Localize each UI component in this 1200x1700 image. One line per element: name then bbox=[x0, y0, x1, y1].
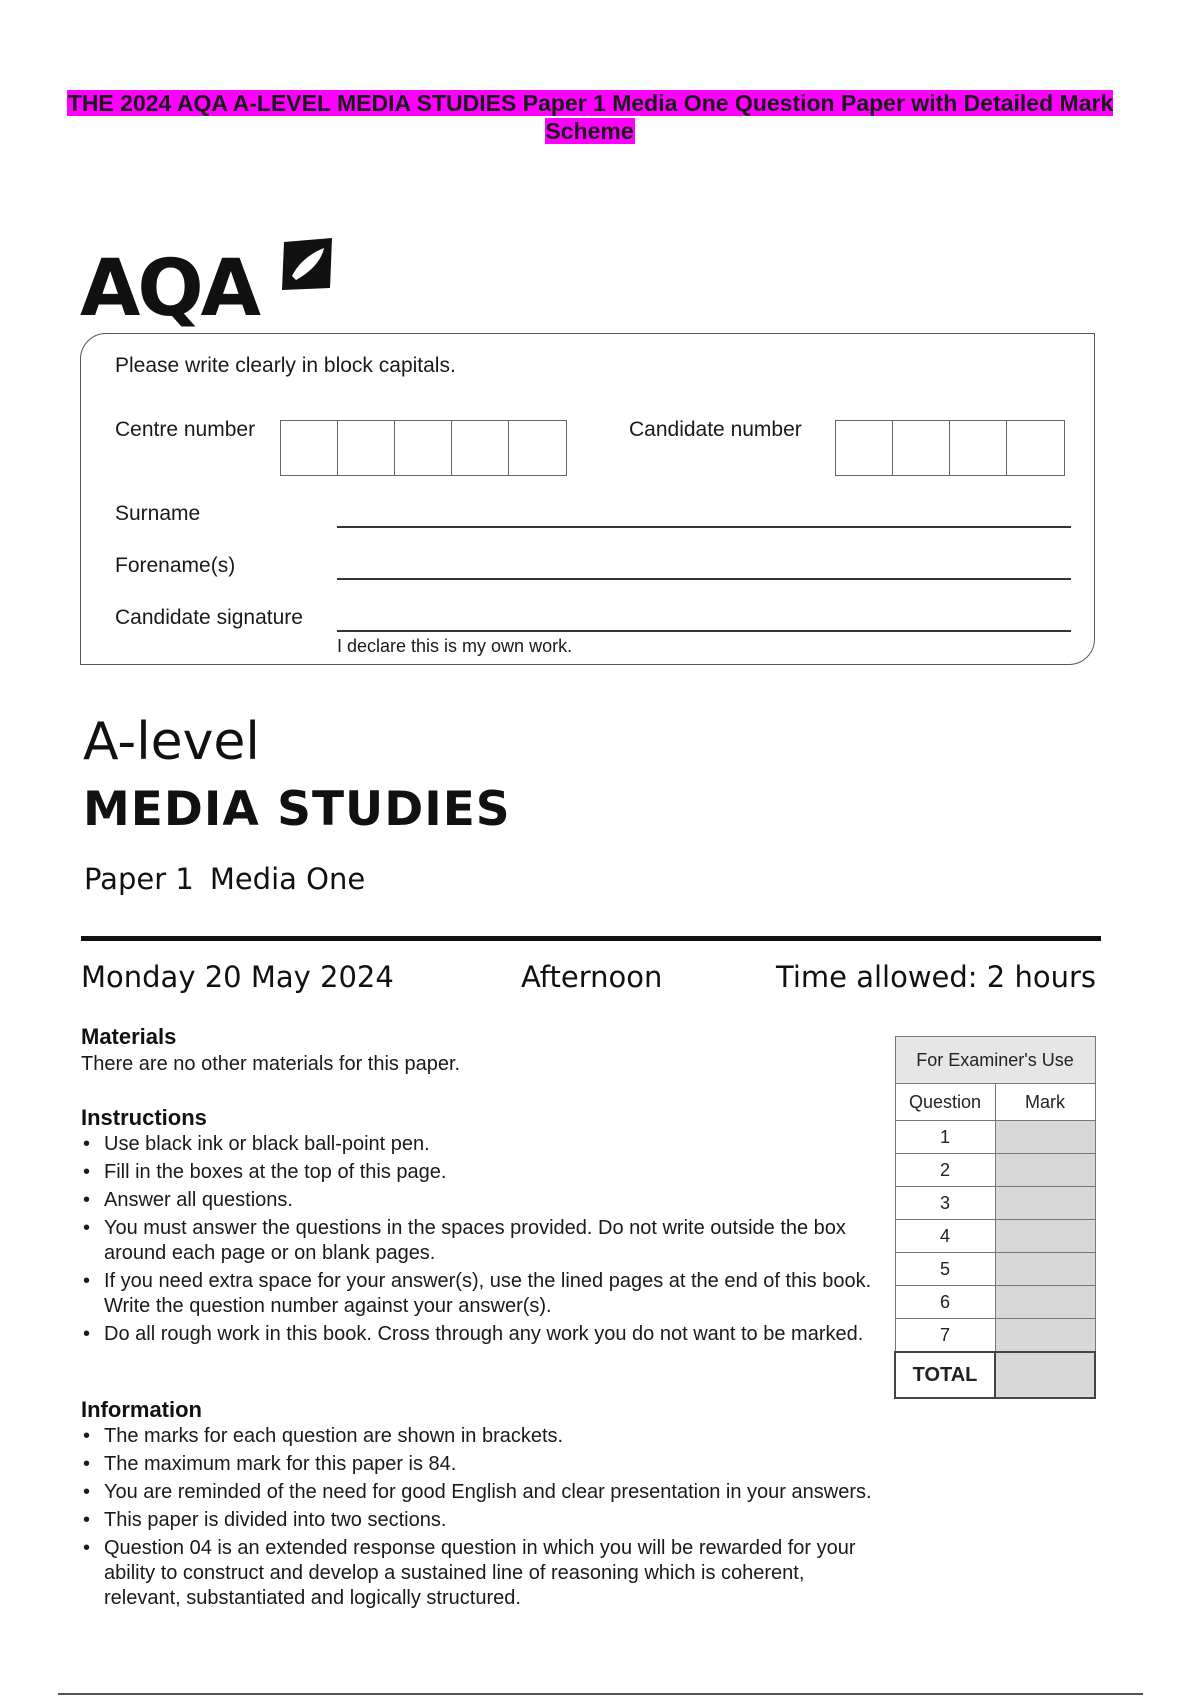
candidate-number-boxes[interactable] bbox=[835, 420, 1065, 476]
question-number: 4 bbox=[895, 1220, 995, 1253]
centre-digit-box[interactable] bbox=[509, 421, 566, 475]
list-item: • Fill in the boxes at the top of this page. bbox=[81, 1160, 881, 1185]
examiner-table-title: For Examiner's Use bbox=[895, 1037, 1095, 1084]
aqa-logo-text: AQA bbox=[80, 244, 259, 334]
candidate-digit-box[interactable] bbox=[950, 421, 1007, 475]
forename-field[interactable] bbox=[337, 578, 1071, 580]
mark-cell bbox=[995, 1253, 1095, 1286]
surname-field[interactable] bbox=[337, 526, 1071, 528]
signature-label: Candidate signature bbox=[115, 606, 303, 629]
centre-number-label: Centre number bbox=[115, 418, 256, 441]
mark-cell bbox=[995, 1319, 1095, 1353]
forename-label: Forename(s) bbox=[115, 554, 236, 577]
centre-digit-box[interactable] bbox=[452, 421, 509, 475]
examiner-use-table bbox=[894, 1036, 1096, 1399]
block-capitals-instruction: Please write clearly in block capitals. bbox=[115, 354, 456, 377]
list-item: • This paper is divided into two sections. bbox=[81, 1508, 881, 1533]
qualification-level: A-level bbox=[83, 712, 260, 772]
exam-session: Afternoon bbox=[521, 960, 663, 994]
list-item: • You must answer the questions in the spaces provided. Do not write outside the box around each page or on blank pages. bbox=[81, 1216, 881, 1266]
page-bottom-rule bbox=[58, 1693, 1143, 1695]
list-item: • The marks for each question are shown in brackets. bbox=[81, 1424, 881, 1449]
total-mark-cell bbox=[995, 1352, 1095, 1398]
mark-cell bbox=[995, 1121, 1095, 1154]
mark-column-header: Mark bbox=[995, 1084, 1095, 1121]
question-number: 6 bbox=[895, 1286, 995, 1319]
centre-digit-box[interactable] bbox=[395, 421, 452, 475]
list-item: • Question 04 is an extended response question in which you will be rewarded for your ability to construct and develop a sustained line of reasoning which is coherent, relevant, substantiated and logically structured. bbox=[81, 1536, 881, 1611]
list-item: • Use black ink or black ball-point pen. bbox=[81, 1132, 881, 1157]
mark-cell bbox=[995, 1154, 1095, 1187]
aqa-logo bbox=[80, 232, 350, 332]
heading-divider bbox=[81, 936, 1101, 941]
centre-digit-box[interactable] bbox=[281, 421, 338, 475]
instructions-list bbox=[81, 1132, 881, 1350]
list-item: • You are reminded of the need for good English and clear presentation in your answers. bbox=[81, 1480, 881, 1505]
list-item: • Do all rough work in this book. Cross through any work you do not want to be marked. bbox=[81, 1322, 881, 1347]
question-number: 3 bbox=[895, 1187, 995, 1220]
question-number: 5 bbox=[895, 1253, 995, 1286]
aqa-logo-mark-icon bbox=[278, 236, 336, 294]
question-number: 1 bbox=[895, 1121, 995, 1154]
list-item: • The maximum mark for this paper is 84. bbox=[81, 1452, 881, 1477]
paper-name: Media One bbox=[209, 862, 366, 896]
question-number: 7 bbox=[895, 1319, 995, 1353]
question-column-header: Question bbox=[895, 1084, 995, 1121]
paper-title bbox=[84, 862, 365, 896]
materials-heading: Materials bbox=[81, 1024, 177, 1049]
candidate-digit-box[interactable] bbox=[836, 421, 893, 475]
signature-field[interactable] bbox=[337, 630, 1071, 632]
instructions-heading: Instructions bbox=[81, 1105, 207, 1130]
candidate-digit-box[interactable] bbox=[893, 421, 950, 475]
question-number: 2 bbox=[895, 1154, 995, 1187]
time-allowed: Time allowed: 2 hours bbox=[776, 960, 1096, 994]
candidate-number-label: Candidate number bbox=[629, 418, 802, 441]
subject-title: MEDIA STUDIES bbox=[83, 782, 511, 837]
candidate-digit-box[interactable] bbox=[1007, 421, 1064, 475]
list-item: • Answer all questions. bbox=[81, 1188, 881, 1213]
materials-text: There are no other materials for this paper. bbox=[81, 1053, 461, 1075]
mark-cell bbox=[995, 1220, 1095, 1253]
list-item: • If you need extra space for your answer(s), use the lined pages at the end of this book. Write the question number against your answer(s). bbox=[81, 1269, 881, 1319]
information-list bbox=[81, 1424, 881, 1614]
total-label: TOTAL bbox=[895, 1352, 995, 1398]
exam-date: Monday 20 May 2024 bbox=[81, 960, 394, 994]
centre-digit-box[interactable] bbox=[338, 421, 395, 475]
surname-label: Surname bbox=[115, 502, 201, 525]
highlighted-title: THE 2024 AQA A-LEVEL MEDIA STUDIES Paper 1 Media One Question Paper with Detailed Mark Scheme bbox=[67, 90, 1114, 144]
candidate-details-box bbox=[80, 333, 1095, 665]
paper-number: Paper 1 bbox=[84, 862, 194, 896]
information-heading: Information bbox=[81, 1397, 202, 1422]
mark-cell bbox=[995, 1187, 1095, 1220]
declaration-text: I declare this is my own work. bbox=[337, 636, 573, 656]
mark-cell bbox=[995, 1286, 1095, 1319]
centre-number-boxes[interactable] bbox=[280, 420, 567, 476]
